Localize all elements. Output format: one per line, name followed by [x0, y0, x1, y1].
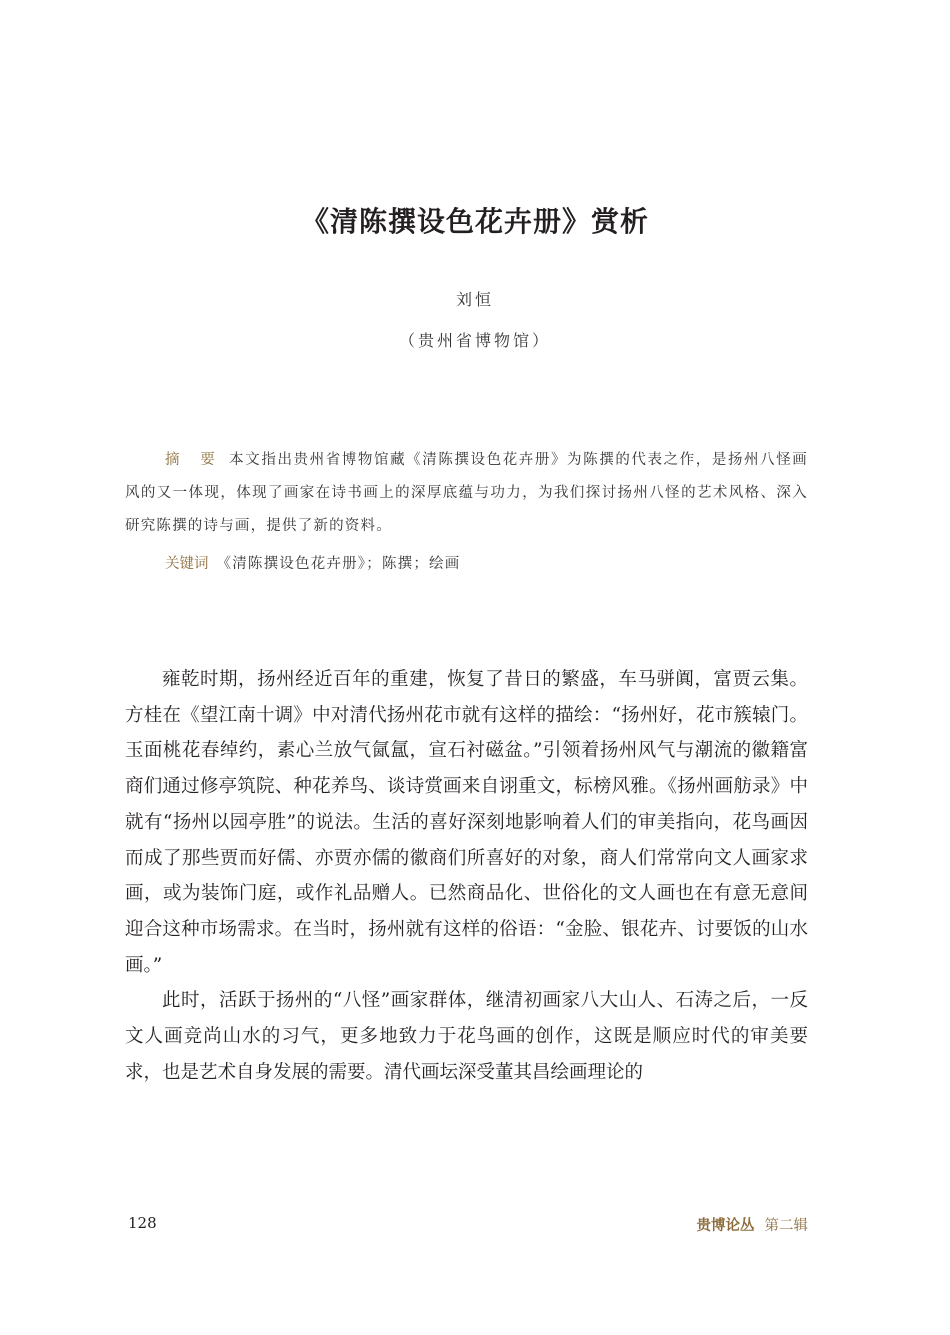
author-affiliation: （贵州省博物馆） — [398, 331, 551, 350]
article-title: 《清陈撰设色花卉册》赏析 — [300, 205, 649, 238]
body-paragraph-2: 此时，活跃于扬州的“八怪”画家群体，继清初画家八大山人、石涛之后，一反文人画竞尚山水的习气，更多地致力于花鸟画的创作，这既是顺应时代的审美要求，也是艺术自身发展的需要。清代画坛深受董其昌绘画理论的 — [125, 990, 808, 1083]
keywords-text: 《清陈撰设色花卉册》；陈撰；绘画 — [216, 556, 461, 572]
journal-issue: 第二辑 — [764, 1218, 808, 1234]
keywords — [125, 548, 808, 581]
journal-running-head — [697, 1214, 809, 1235]
abstract-label-char-1: 摘 — [165, 452, 180, 468]
journal-title: 贵博论丛 — [696, 1217, 755, 1234]
abstract — [125, 444, 808, 543]
body-paragraph-1: 雍乾时期，扬州经近百年的重建，恢复了昔日的繁盛，车马骈阗，富贾云集。方桂在《望江南十调》中对清代扬州花市就有这样的描绘：“扬州好，花市簇辕门。玉面桃花春绰约，素心兰放气氤氲，宣石衬磁盆。”引领着扬州风气与潮流的徽籍富商们通过修亭筑院、种花养鸟、谈诗赏画来自诩重文，标榜风雅。《扬州画舫录》中就有“扬州以园亭胜”的说法。生活的喜好深刻地影响着人们的审美指向，花鸟画因而成了那些贾而好儒、亦贾亦儒的徽商们所喜好的对象，商人们常常向文人画家求画，或为装饰门庭，或作礼品赠人。已然商品化、世俗化的文人画也在有意无意间迎合这种市场需求。在当时，扬州就有这样的俗语：“金脸、银花卉、讨要饭的山水画。” — [125, 669, 808, 976]
keywords-label: 关键词 — [165, 556, 209, 572]
abstract-text: 本文指出贵州省博物馆藏《清陈撰设色花卉册》为陈撰的代表之作，是扬州八怪画风的又一体现，体现了画家在诗书画上的深厚底蕴与功力，为我们探讨扬州八怪的艺术风格、深入研究陈撰的诗与画，提供了新的资料。 — [125, 452, 808, 534]
abstract-label-char-2: 要 — [199, 452, 216, 468]
author-name: 刘恒 — [455, 290, 494, 309]
page-number: 128 — [128, 1214, 157, 1232]
abstract-label — [165, 452, 215, 468]
body-text — [125, 662, 808, 1090]
